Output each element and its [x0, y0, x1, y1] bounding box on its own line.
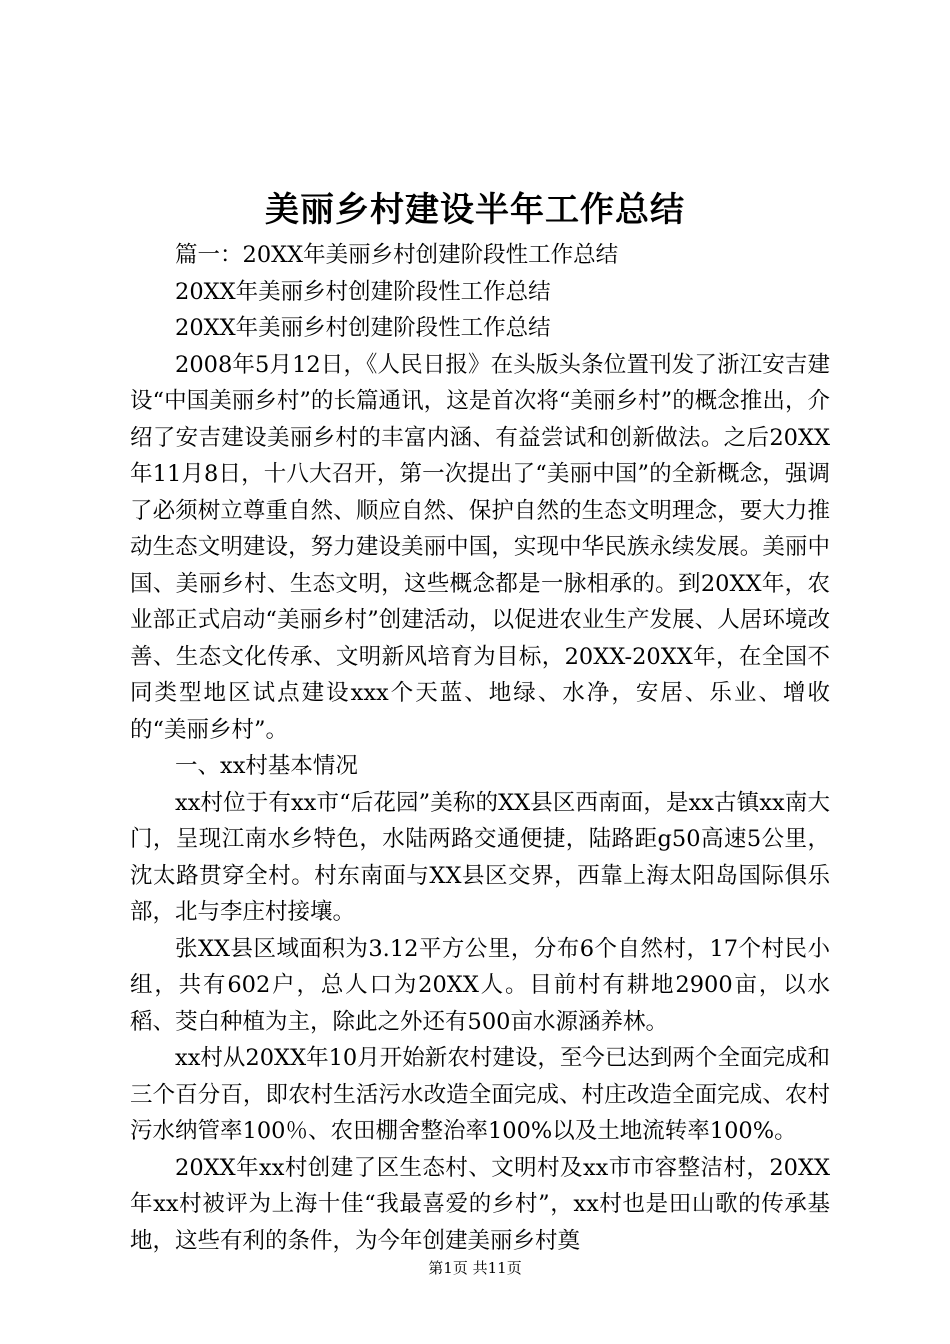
paragraph-subtitle: 篇一：20XX年美丽乡村创建阶段性工作总结	[175, 242, 619, 268]
document-title: 美丽乡村建设半年工作总结	[265, 190, 685, 230]
paragraph: 20XX年xx村创建了区生态村、文明村及xx市市容整洁村，20XX年xx村被评为上海十佳“我最喜爱的乡村”，xx村也是田山歌的传承基地，这些有利的条件，为今年创建美丽乡村奠	[130, 1154, 830, 1254]
page-footer: 第1页 共11页	[428, 1259, 522, 1277]
paragraph-heading: 20XX年美丽乡村创建阶段性工作总结	[175, 278, 551, 305]
paragraph: xx村从20XX年10月开始新农村建设，至今已达到两个全面完成和三个百分百，即农村生活污水改造全面完成、村庄改造全面完成、农村污水纳管率100％、农田棚舍整治率100%以及土地流转率100%。	[130, 1045, 830, 1144]
section-heading: 一、xx村基本情况	[175, 753, 358, 779]
paragraph: 张XX县区域面积为3.12平方公里，分布6个自然村，17个村民小组，共有602户，总人口为20XX人。目前村有耕地2900亩，以水稻、茭白种植为主，除此之外还有500亩水源涵养林。	[130, 935, 830, 1035]
paragraph-heading: 20XX年美丽乡村创建阶段性工作总结	[175, 315, 551, 341]
paragraph: 2008年5月12日，《人民日报》在头版头条位置刊发了浙江安吉建设“中国美丽乡村”的长篇通讯，这是首次将“美丽乡村”的概念推出，介绍了安吉建设美丽乡村的丰富内涵、有益尝试和创新做法。之后20XX年11月8日，十八大召开，第一次提出了“美丽中国”的全新概念，强调了必须树立尊重自然、顺应自然、保护自然的生态文明理念，要大力推动生态文明建设，努力建设美丽中国，实现中华民族永续发展。美丽中国、美丽乡村、生态文明，这些概念都是一脉相承的。到20XX年，农业部正式启动“美丽乡村”创建活动，以促进农业生产发展、人居环境改善、生态文化传承、文明新风培育为目标，20XX-20XX年，在全国不同类型地区试点建设xxx个天蓝、地绿、水净，安居、乐业、增收的“美丽乡村”。	[130, 351, 830, 743]
paragraph: xx村位于有xx市“后花园”美称的XX县区西南面，是xx古镇xx南大门，呈现江南水乡特色，水陆两路交通便捷，陆路距g50高速5公里，沈太路贯穿全村。村东南面与XX县区交界，西靠上海太阳岛国际俱乐部，北与李庄村接壤。	[130, 789, 830, 925]
document-body	[130, 237, 830, 1259]
